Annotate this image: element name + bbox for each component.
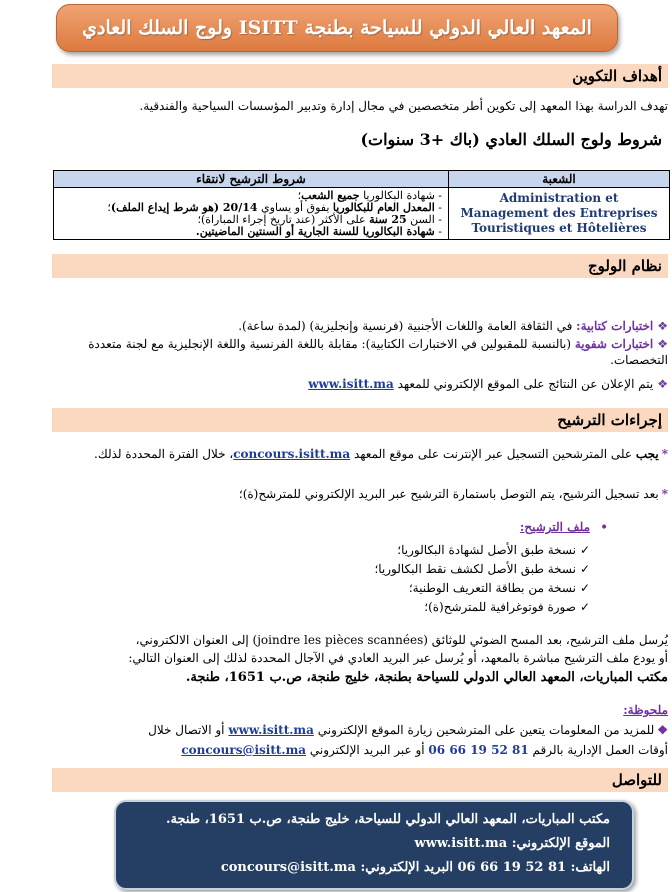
procedure-paragraph: *يجب على المترشحين التسجيل عبر الإنترنت على موقع المعهد concours.isitt.ma، خلال الفترة المحددة لذلك. bbox=[94, 447, 668, 461]
access-item: ❖اختبارات شفوية (بالنسبة للمقبولين في الاختبارات الكتابية): مقابلة باللغة الفرنسية واللغة الإنجليزية مع لجنة متعددة التخصصات. bbox=[88, 337, 668, 367]
file-item: ✓صورة فوتوغرافية للمترشح(ة)؛ bbox=[424, 600, 590, 614]
send-instructions: أو يودع ملف الترشيح مباشرة بالمعهد، أو يُرسل عبر البريد العادي في الآجال المحددة لذلك إلى العنوان التالي: bbox=[128, 651, 668, 665]
contact-phone-email: الهاتف: 81 52 19 66 06 البريد الإلكتروني: concours@isitt.ma bbox=[220, 860, 610, 875]
access-item: ❖يتم الإعلان عن النتائج على الموقع الإلكتروني للمعهد www.isitt.ma bbox=[308, 377, 668, 391]
page-banner-title: المعهد العالي الدولي للسياحة بطنجة ISITT ولوج السلك العادي bbox=[56, 4, 618, 52]
condition-row: - المعدل العام للبكالوريا يفوق أو يساوي 20/14 (هو شرط إيداع الملف)؛ bbox=[107, 201, 442, 214]
procedure-paragraph: *بعد تسجيل الترشيح، يتم التوصل باستمارة الترشيح عبر البريد الإلكتروني للمترشح(ة)؛ bbox=[238, 487, 668, 501]
conditions-column-header: شروط الترشيح لانتقاء bbox=[54, 171, 448, 188]
access-heading: نظام الولوج bbox=[52, 254, 668, 278]
branch-column bbox=[448, 171, 669, 239]
concours-site-link[interactable]: concours.isitt.ma bbox=[233, 447, 351, 461]
check-icon: ✓ bbox=[579, 543, 590, 557]
condition-row: - شهادة البكالوريا جميع الشعب؛ bbox=[297, 189, 442, 202]
conditions-column bbox=[54, 171, 448, 239]
conditions-heading: شروط ولوج السلك العادي (باك +3 سنوات) bbox=[360, 130, 662, 149]
send-instructions: يُرسل ملف الترشيح، بعد المسح الضوئي للوثائق (joindre les pièces scannées) إلى العنوان الالكتروني، bbox=[135, 633, 668, 647]
conditions-cell bbox=[54, 188, 448, 239]
branch-cell: Administration et Management des Entreprises Touristiques et Hôtelières bbox=[460, 191, 658, 235]
contact-address: مكتب المباريات، المعهد العالي الدولي للسياحة، خليج طنجة، ص.ب 1651، طنجة. bbox=[165, 812, 610, 827]
file-item: ✓نسخة طبق الأصل لكشف نقط البكالوريا؛ bbox=[374, 562, 590, 576]
conditions-table bbox=[53, 170, 670, 240]
note-line: ❖للمزيد من المعلومات يتعين على المترشحين زيارة الموقع الإلكتروني www.isitt.ma أو الاتصال خلال bbox=[148, 723, 668, 737]
objectives-heading: أهداف التكوين bbox=[52, 64, 668, 88]
website-link[interactable]: www.isitt.ma bbox=[228, 723, 314, 737]
website-link[interactable]: www.isitt.ma bbox=[308, 377, 394, 391]
file-item: ✓نسخة من بطاقة التعريف الوطنية؛ bbox=[408, 581, 590, 595]
contact-website: الموقع الإلكتروني: www.isitt.ma bbox=[414, 836, 610, 851]
email-link[interactable]: concours@isitt.ma bbox=[181, 743, 307, 757]
phone-number: 81 52 19 66 06 bbox=[428, 743, 529, 757]
check-icon: ✓ bbox=[579, 600, 590, 614]
diamond-bullet-icon: ❖ bbox=[657, 319, 668, 333]
diamond-bullet-icon: ❖ bbox=[657, 723, 668, 737]
procedures-heading: إجراءات الترشيح bbox=[52, 408, 668, 432]
file-title: ملف الترشيح: bbox=[519, 520, 590, 534]
dot-bullet-icon: • bbox=[600, 520, 609, 536]
note-title: ملحوظة: bbox=[623, 703, 668, 717]
access-item: ❖اختبارات كتابية: في الثقافة العامة واللغات الأجنبية (فرنسية وإنجليزية) (لمدة ساعة). bbox=[238, 319, 668, 333]
star-bullet-icon: * bbox=[661, 487, 668, 501]
diamond-bullet-icon: ❖ bbox=[657, 377, 668, 391]
file-item: ✓نسخة طبق الأصل لشهادة البكالوريا؛ bbox=[397, 543, 590, 557]
postal-address: مكتب المباريات، المعهد العالي الدولي للسياحة بطنجة، خليج طنجة، ص.ب 1651، طنجة. bbox=[185, 670, 668, 685]
branch-column-header: الشعبة bbox=[449, 171, 669, 188]
condition-row: - شهادة البكالوريا للسنة الجارية أو السنتين الماضيتين. bbox=[195, 225, 442, 238]
star-bullet-icon: * bbox=[661, 447, 668, 461]
note-line: أوقات العمل الإدارية بالرقم 81 52 19 66 06 أو عبر البريد الإلكتروني concours@isitt.ma bbox=[181, 743, 668, 757]
condition-row: - السن 25 سنة على الأكثر (عند تاريخ إجراء المباراة)؛ bbox=[197, 213, 442, 226]
diamond-bullet-icon: ❖ bbox=[657, 337, 668, 351]
contact-heading: للتواصل bbox=[52, 768, 668, 792]
check-icon: ✓ bbox=[579, 581, 590, 595]
objectives-text: تهدف الدراسة بهذا المعهد إلى تكوين أطر متخصصين في مجال إدارة وتدبير المؤسسات السياحية والفندقية. bbox=[139, 99, 668, 113]
contact-box bbox=[114, 800, 634, 890]
check-icon: ✓ bbox=[579, 562, 590, 576]
